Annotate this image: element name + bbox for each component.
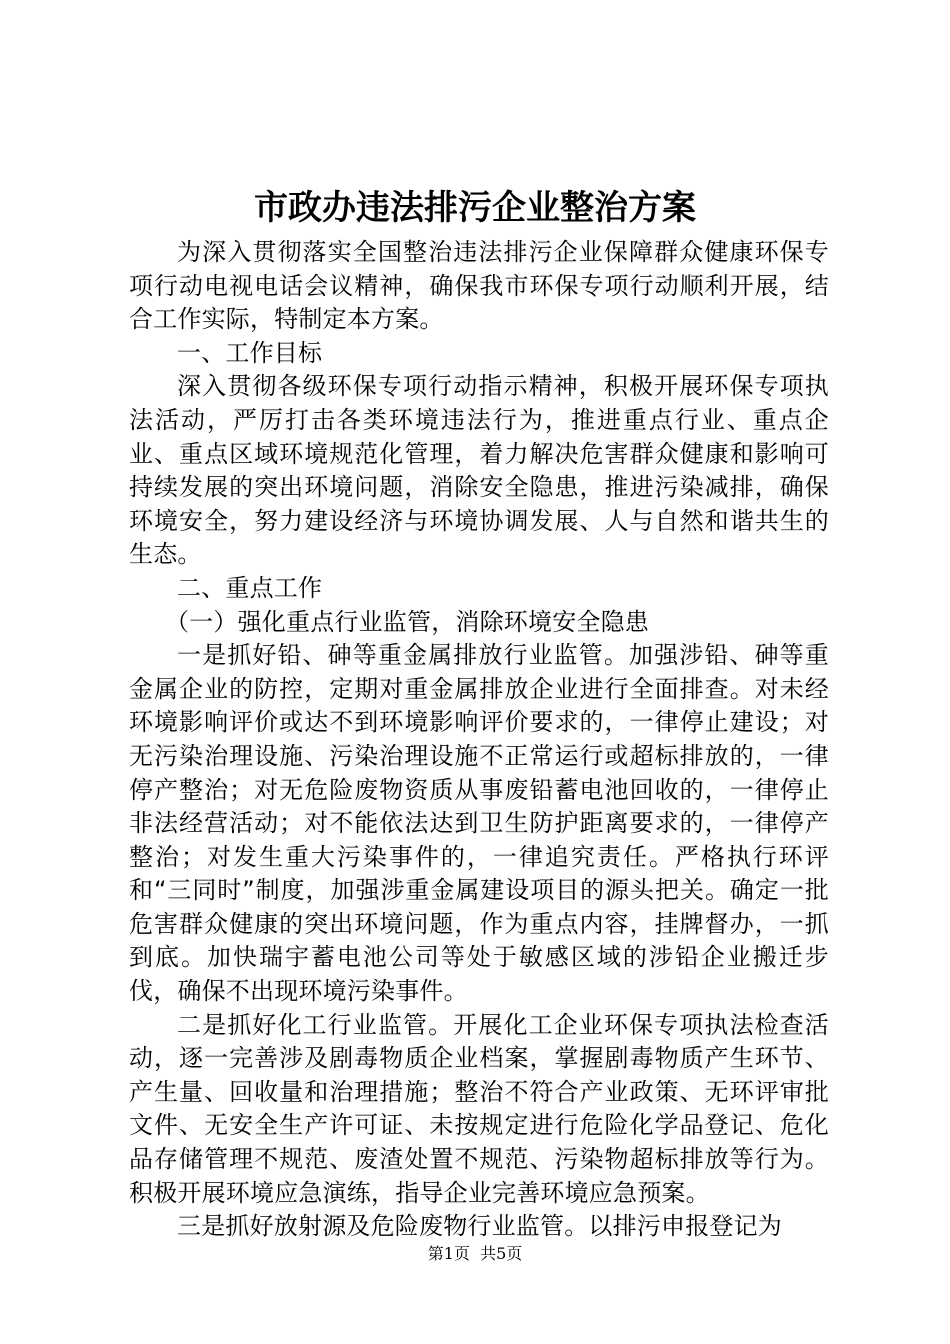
section-heading-key-work: 二、重点工作 [177, 573, 323, 602]
paragraph-chemical: 二是抓好化工行业监管。开展化工企业环保专项执法检查活动，逐一完善涉及剧毒物质企业档案，掌握剧毒物质产生环节、产生量、回收量和治理措施；整治不符合产业政策、无环评审批文件、无安全生产许可证、未按规定进行危险化学品登记、危化品存储管理不规范、废渣处置不规范、污染物超标排放等行为。积极开展环境应急演练，指导企业完善环境应急预案。 [129, 1010, 829, 1207]
paragraph-heavy-metals: 一是抓好铅、砷等重金属排放行业监管。加强涉铅、砷等重金属企业的防控，定期对重金属排放企业进行全面排查。对未经环境影响评价或达不到环境影响评价要求的，一律停止建设；对无污染治理设施、污染治理设施不正常运行或超标排放的，一律停产整治；对无危险废物资质从事废铅蓄电池回收的，一律停止非法经营活动；对不能依法达到卫生防护距离要求的，一律停产整治；对发生重大污染事件的，一律追究责任。严格执行环评和“三同时”制度，加强涉重金属建设项目的源头把关。确定一批危害群众健康的突出环境问题，作为重点内容，挂牌督办，一抓到底。加快瑞宇蓄电池公司等处于敏感区域的涉铅企业搬迁步伐，确保不出现环境污染事件。 [129, 641, 829, 1006]
paragraph-radiation: 三是抓好放射源及危险废物行业监管。以排污申报登记为 [177, 1212, 782, 1241]
page-number: 第1页 共5页 [427, 1244, 523, 1263]
page-footer [0, 1244, 950, 1264]
paragraph-goals: 深入贯彻各级环保专项行动指示精神，积极开展环保专项执法活动，严厉打击各类环境违法行为，推进重点行业、重点企业、重点区域环境规范化管理，着力解决危害群众健康和影响可持续发展的突出环境问题，消除安全隐患，推进污染减排，确保环境安全，努力建设经济与环境协调发展、人与自然和谐共生的生态。 [129, 372, 829, 569]
section-heading-goals: 一、工作目标 [177, 338, 323, 367]
page-title: 市政办违法排污企业整治方案 [254, 188, 696, 228]
document-body [129, 236, 829, 1244]
subsection-heading-1: （一）强化重点行业监管，消除环境安全隐患 [165, 607, 649, 636]
paragraph-intro: 为深入贯彻落实全国整治违法排污企业保障群众健康环保专项行动电视电话会议精神，确保我市环保专项行动顺利开展，结合工作实际，特制定本方案。 [129, 238, 829, 334]
